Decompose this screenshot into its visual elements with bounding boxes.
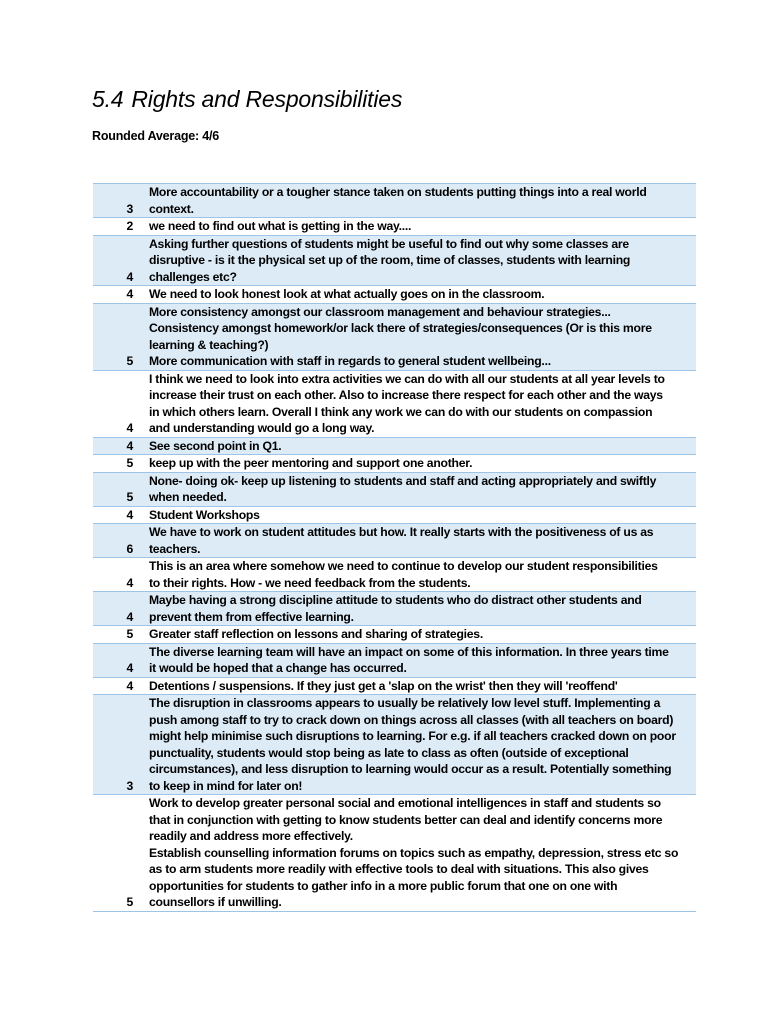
response-comment-line: I think we need to look into extra activities we can do with all our students at all year levels to (149, 371, 665, 386)
response-comment-line: The diverse learning team will have an impact on some of this information. In three years time (149, 644, 669, 659)
response-comment (147, 677, 696, 695)
response-comment (147, 184, 696, 218)
response-score: 4 (93, 437, 147, 455)
response-comment-line: See second point in Q1. (149, 438, 282, 453)
response-comment-line: opportunities for students to gather info in a more public forum that one on one with (149, 878, 618, 893)
response-comment-line: as to arm students more readily with effective tools to deal with situations. This also gives (149, 862, 649, 876)
response-score: 5 (93, 455, 147, 473)
response-comment-line: teachers. (149, 541, 201, 556)
response-comment-line: prevent them from effective learning. (149, 609, 354, 624)
responses-table (93, 183, 696, 912)
response-score: 4 (93, 592, 147, 626)
response-comment (147, 558, 696, 592)
response-comment-line: We have to work on student attitudes but how. It really starts with the positiveness of us as (149, 525, 654, 539)
response-row (93, 218, 696, 236)
response-score: 5 (93, 626, 147, 644)
response-comment-line: circumstances), and less disruption to learning would occur as a result. Potentially something (149, 762, 672, 776)
response-score: 6 (93, 524, 147, 558)
response-score: 5 (93, 472, 147, 506)
response-comment-line: More consistency amongst our classroom management and behaviour strategies... (149, 304, 611, 319)
response-comment-line: push among staff to try to crack down on things across all classes (with all teachers on board) (149, 712, 674, 727)
response-comment (147, 643, 696, 677)
response-row (93, 370, 696, 437)
response-comment-line: to keep in mind for later on! (149, 778, 303, 793)
response-score: 4 (93, 558, 147, 592)
response-score: 2 (93, 218, 147, 236)
response-score: 5 (93, 303, 147, 370)
response-comment-line: learning & teaching?) (149, 337, 269, 352)
response-comment-line: keep up with the peer mentoring and support one another. (149, 456, 473, 470)
response-row (93, 455, 696, 473)
response-comment-line: Establish counselling information forums on topics such as empathy, depression, stress etc so (149, 845, 679, 860)
response-comment-line: it would be hoped that a change has occurred. (149, 661, 407, 675)
response-row (93, 184, 696, 218)
response-comment (147, 626, 696, 644)
response-comment (147, 472, 696, 506)
response-comment-line: This is an area where somehow we need to continue to develop our student responsibilities (149, 559, 658, 573)
response-row (93, 303, 696, 370)
response-comment (147, 437, 696, 455)
response-comment-line: Consistency amongst homework/or lack there of strategies/consequences (Or is this more (149, 321, 652, 335)
response-comment-line: that in conjunction with getting to know students better can deal and identify concerns more (149, 812, 663, 827)
response-row (93, 626, 696, 644)
response-row (93, 437, 696, 455)
response-comment-line: challenges etc? (149, 269, 237, 284)
response-row (93, 592, 696, 626)
response-comment (147, 218, 696, 236)
response-comment-line: We need to look honest look at what actually goes on in the classroom. (149, 287, 545, 301)
response-comment-line: disruptive - is it the physical set up of the room, time of classes, students with learning (149, 253, 631, 267)
response-comment-line: Asking further questions of students might be useful to find out why some classes are (149, 236, 629, 251)
response-comment-line: More communication with staff in regards to general student wellbeing... (149, 354, 551, 368)
response-score: 3 (93, 184, 147, 218)
response-comment (147, 506, 696, 524)
response-row (93, 524, 696, 558)
response-comment-line: Student Workshops (149, 507, 260, 522)
response-row (93, 643, 696, 677)
response-score: 4 (93, 677, 147, 695)
section-heading (92, 86, 402, 113)
response-score: 3 (93, 695, 147, 795)
response-comment-line: Work to develop greater personal social and emotional intelligences in staff and students so (149, 796, 661, 810)
response-comment (147, 235, 696, 286)
response-row (93, 795, 696, 912)
response-comment-line: Maybe having a strong discipline attitude to students who do distract other students and (149, 593, 642, 607)
response-comment-line: context. (149, 201, 194, 216)
response-comment (147, 524, 696, 558)
response-row (93, 506, 696, 524)
response-row (93, 472, 696, 506)
response-comment-line: readily and address more effectively. (149, 829, 353, 843)
response-comment-line: counsellors if unwilling. (149, 895, 282, 909)
response-comment-line: More accountability or a tougher stance taken on students putting things into a real world (149, 185, 647, 199)
response-comment-line: might help minimise such disruptions to learning. For e.g. if all teachers cracked down on poor (149, 729, 676, 743)
response-comment-line: Detentions / suspensions. If they just get a 'slap on the wrist' then they will 'reoffend' (149, 678, 618, 693)
response-row (93, 558, 696, 592)
response-comment-line: None- doing ok- keep up listening to students and staff and acting appropriately and swiftly (149, 473, 657, 488)
response-comment-line: when needed. (149, 490, 227, 504)
response-score: 4 (93, 643, 147, 677)
response-comment-line: The disruption in classrooms appears to usually be relatively low level stuff. Implementing a (149, 696, 661, 710)
response-score: 4 (93, 506, 147, 524)
response-row (93, 695, 696, 795)
response-row (93, 677, 696, 695)
response-comment-line: to their rights. How - we need feedback from the students. (149, 575, 471, 590)
response-comment (147, 592, 696, 626)
response-score: 4 (93, 370, 147, 437)
section-title: Rights and Responsibilities (131, 86, 403, 112)
response-comment (147, 695, 696, 795)
response-comment-line: and understanding would go a long way. (149, 421, 375, 435)
response-score: 4 (93, 286, 147, 304)
response-comment (147, 795, 696, 912)
responses-table-body (93, 184, 696, 912)
response-row (93, 235, 696, 286)
response-comment (147, 286, 696, 304)
response-comment-line: punctuality, students would stop being as late to class as often (outside of exceptional (149, 745, 629, 760)
response-comment-line: we need to find out what is getting in the way.... (149, 219, 412, 233)
response-comment-line: increase their trust on each other. Also to increase there respect for each other and the ways (149, 388, 663, 402)
response-score: 4 (93, 235, 147, 286)
response-comment (147, 370, 696, 437)
response-row (93, 286, 696, 304)
rounded-average: Rounded Average: 4/6 (92, 129, 220, 143)
response-comment (147, 455, 696, 473)
response-comment-line: Greater staff reflection on lessons and sharing of strategies. (149, 627, 483, 641)
response-comment-line: in which others learn. Overall I think any work we can do with our students on compassion (149, 404, 653, 419)
response-score: 5 (93, 795, 147, 912)
section-number: 5.4 (92, 86, 124, 112)
response-comment (147, 303, 696, 370)
